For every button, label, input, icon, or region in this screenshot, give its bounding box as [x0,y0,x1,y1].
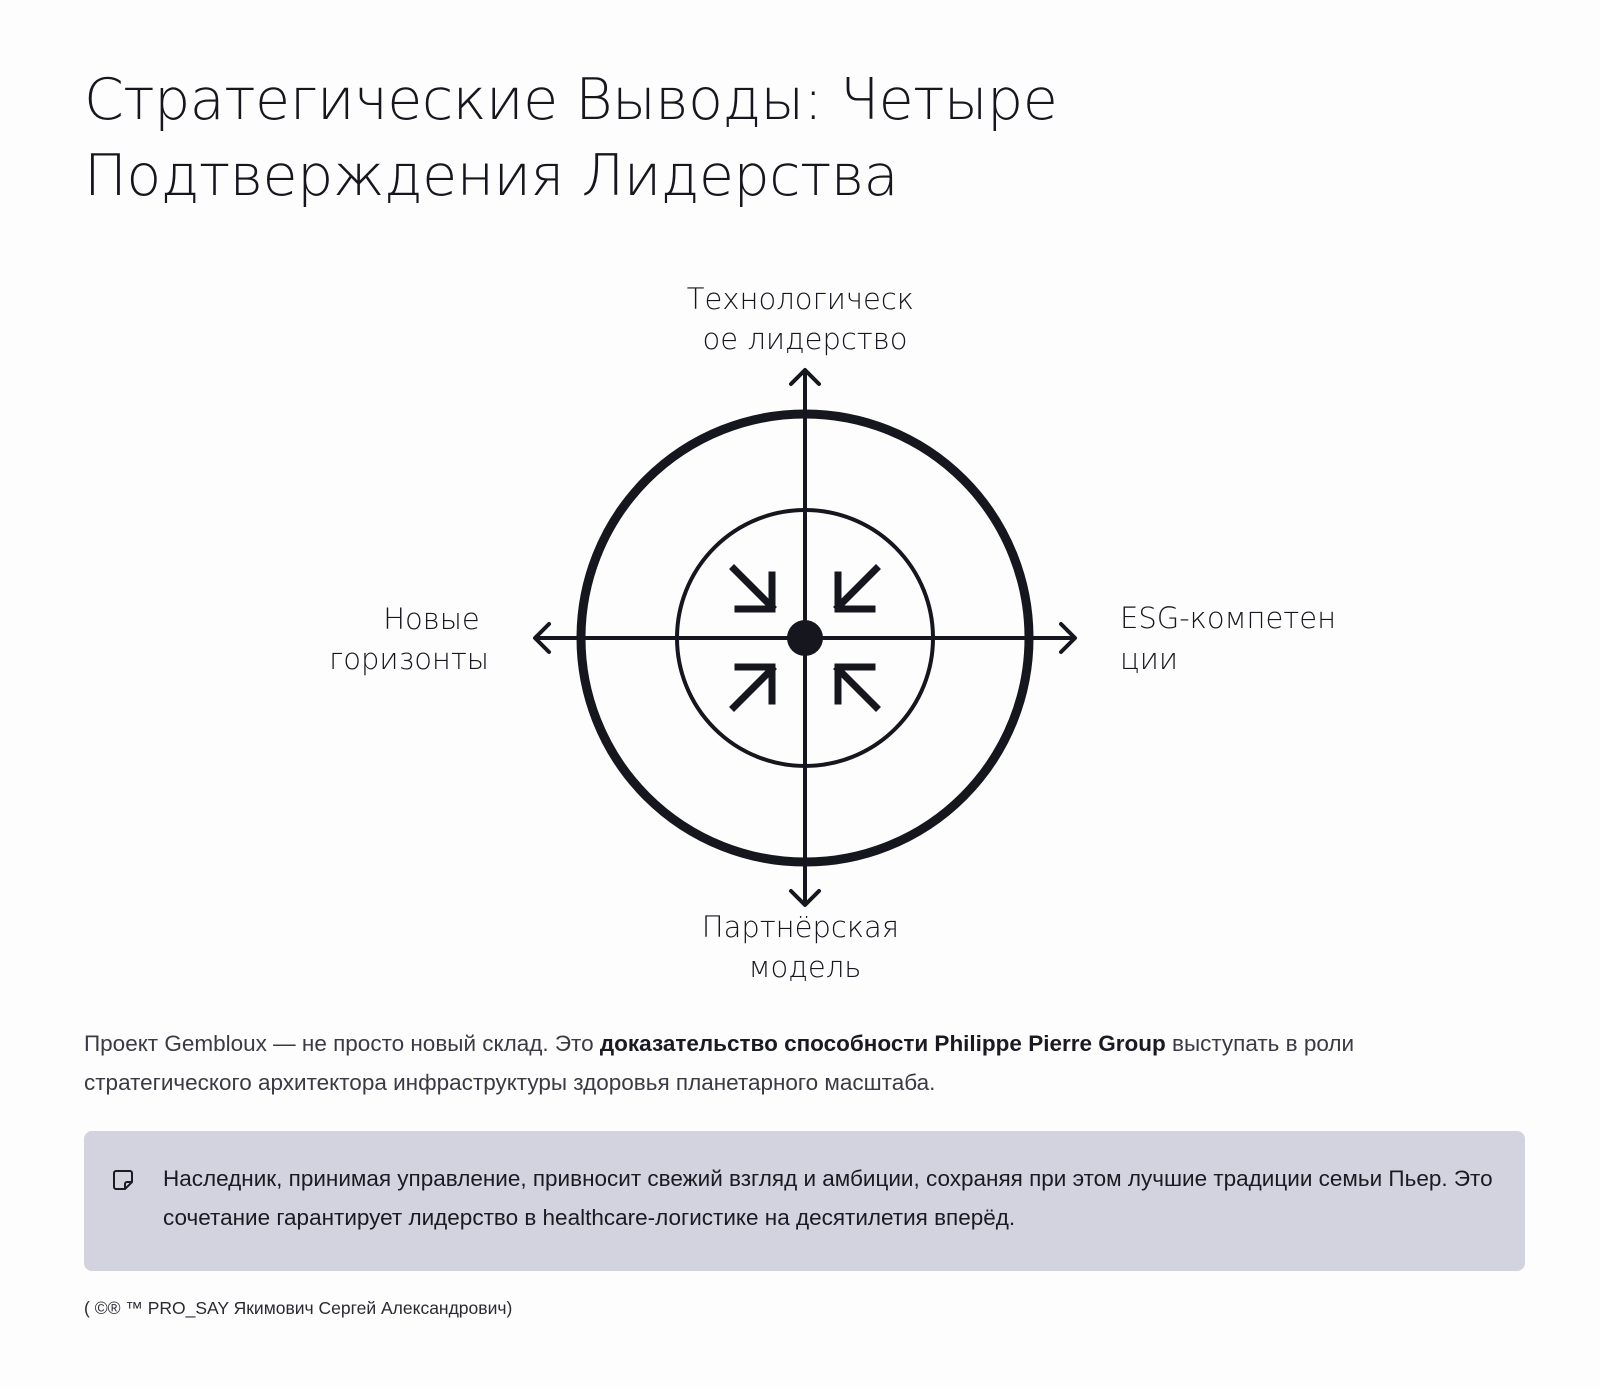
callout-text: Наследник, принимая управление, привносит свежий взгляд и амбиции, сохраняя при этом лучшие традиции семьи Пьер. Это сочетание гарантирует лидерство в healthcare-логистике на десятилетия вперёд. [163,1166,1493,1230]
left-label: Новые горизонты [329,602,489,676]
center-dot [787,620,823,656]
copyright-footer: ( ©® ™ PRO_SAY Якимович Сергей Александрович) [84,1298,513,1318]
bottom-label: Партнёрская модель [701,910,899,984]
note-icon [111,1168,135,1192]
callout-note [84,1131,1525,1271]
summary-paragraph [84,1024,1524,1102]
summary-text-end: выступать в роли стратегического архитектора инфраструктуры здоровья планетарного масштаба. [84,1031,1355,1095]
page-title: Стратегические Выводы: Четыре Подтверждения Лидерства [84,67,1058,209]
top-label: Технологическ ое лидерство [686,282,914,356]
summary-text-start: Проект Gembloux — не просто новый склад. Это [84,1031,600,1056]
summary-text-bold: доказательство способности Philippe Pierre Group [599,1031,1166,1056]
right-label: ESG-компетен ции [1120,601,1337,676]
